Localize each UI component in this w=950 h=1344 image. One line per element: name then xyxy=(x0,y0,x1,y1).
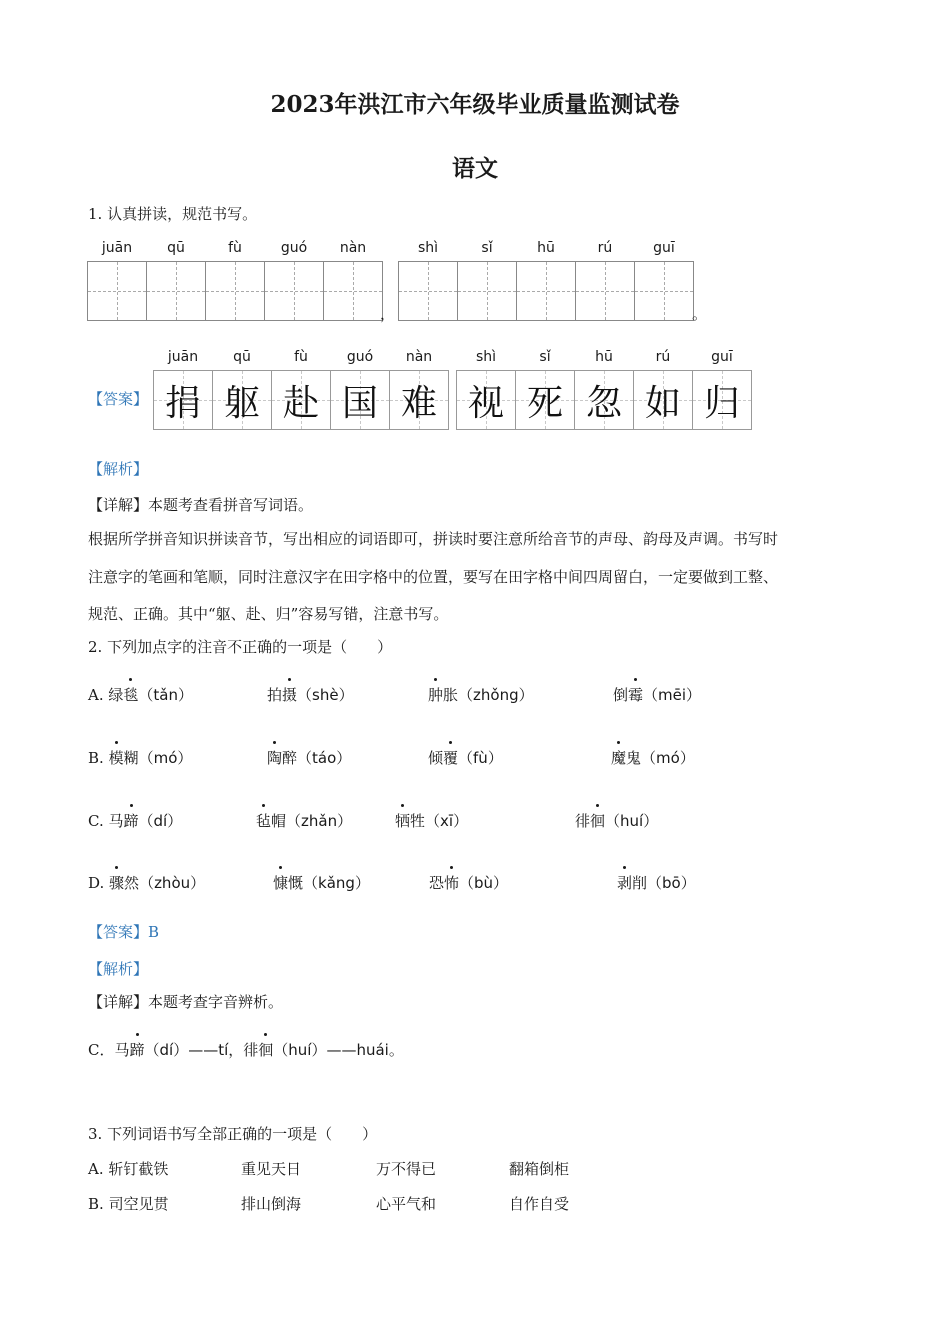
pinyin-label: fù xyxy=(228,240,242,256)
explanation-line: 规范、正确。其中“躯、赴、归”容易写错，注意书写。 xyxy=(88,605,449,623)
answer-label: 【答案】 xyxy=(88,390,149,408)
answer-line: 【答案】B xyxy=(88,923,160,941)
answer-cell: 如 xyxy=(634,371,693,429)
word-item: 肿胀（zhǒng） xyxy=(428,686,534,704)
tianzi-cell[interactable] xyxy=(147,262,206,320)
option-a[interactable]: A. 斩钉截铁 xyxy=(88,1160,169,1178)
word-item: 牺牲（xī） xyxy=(395,812,469,830)
detail-line: 【详解】本题考查看拼音写词语。 xyxy=(88,496,314,514)
pinyin-label: juān xyxy=(167,349,199,365)
pinyin-label: hū xyxy=(537,240,555,256)
option-c[interactable]: C. 马蹄（dí） xyxy=(88,812,183,830)
word-item: 自作自受 xyxy=(509,1195,570,1213)
word-item: 剥削（bō） xyxy=(617,874,696,892)
writing-grid-2[interactable] xyxy=(398,261,694,321)
word-item: 陶醉（táo） xyxy=(267,749,352,767)
q2-prompt: 2. 下列加点字的注音不正确的一项是（ ） xyxy=(88,638,393,656)
word-item: 倒霉（mēi） xyxy=(613,686,702,704)
pinyin-label: rú xyxy=(597,240,613,256)
word-item: 心平气和 xyxy=(376,1195,437,1213)
pinyin-label: shì xyxy=(475,349,497,365)
word-item: 拍摄（shè） xyxy=(267,686,354,704)
word-item: 翻箱倒柜 xyxy=(509,1160,570,1178)
analysis-label: 【解析】 xyxy=(88,960,149,978)
page-title: 2023年洪江市六年级毕业质量监测试卷 xyxy=(270,91,680,118)
pinyin-label: rú xyxy=(655,349,671,365)
word-item: 重见天日 xyxy=(241,1160,302,1178)
writing-grid-1[interactable] xyxy=(87,261,383,321)
q1-prompt: 1. 认真拼读，规范书写。 xyxy=(88,205,258,223)
word-item: 慷慨（kǎng） xyxy=(273,874,370,892)
tianzi-cell[interactable] xyxy=(324,262,382,320)
tianzi-cell[interactable] xyxy=(206,262,265,320)
correction-line: C．马蹄（dí）——tí，徘徊（huí）——huái。 xyxy=(88,1041,404,1059)
explanation-line: 根据所学拼音知识拼读音节，写出相应的词语即可，拼读时要注意所给音节的声母、韵母及声调。书写时 xyxy=(88,530,779,548)
pinyin-label: shì xyxy=(417,240,439,256)
pinyin-label: sǐ xyxy=(481,240,493,256)
answer-cell: 难 xyxy=(390,371,448,429)
detail-line: 【详解】本题考查字音辨析。 xyxy=(88,993,284,1011)
answer-cell: 国 xyxy=(331,371,390,429)
word-item: 毡帽（zhǎn） xyxy=(256,812,353,830)
option-b[interactable]: B. 司空见贯 xyxy=(88,1195,169,1213)
tianzi-cell[interactable] xyxy=(88,262,147,320)
word-item: 徘徊（huí） xyxy=(575,812,659,830)
pinyin-label: guī xyxy=(653,240,675,256)
pinyin-label: guī xyxy=(711,349,733,365)
pinyin-label: qū xyxy=(233,349,251,365)
answer-cell: 归 xyxy=(693,371,751,429)
tianzi-cell[interactable] xyxy=(517,262,576,320)
comma: ， xyxy=(380,305,396,323)
word-item: 魔鬼（mó） xyxy=(611,749,695,767)
answer-cell: 捐 xyxy=(154,371,213,429)
word-item: 万不得已 xyxy=(376,1160,437,1178)
tianzi-cell[interactable] xyxy=(576,262,635,320)
word-item: 恐怖（bù） xyxy=(429,874,509,892)
option-d[interactable]: D. 骤然（zhòu） xyxy=(88,874,206,892)
tianzi-cell[interactable] xyxy=(458,262,517,320)
tianzi-cell[interactable] xyxy=(635,262,693,320)
q3-prompt: 3. 下列词语书写全部正确的一项是（ ） xyxy=(88,1125,378,1143)
answer-cell: 躯 xyxy=(213,371,272,429)
option-b[interactable]: B. 模糊（mó） xyxy=(88,749,193,767)
pinyin-label: sǐ xyxy=(539,349,551,365)
tianzi-cell[interactable] xyxy=(265,262,324,320)
answer-grid-2 xyxy=(456,370,752,430)
answer-cell: 赴 xyxy=(272,371,331,429)
pinyin-label: juān xyxy=(101,240,133,256)
pinyin-label: nàn xyxy=(339,240,367,256)
answer-cell: 视 xyxy=(457,371,516,429)
answer-grid-1 xyxy=(153,370,449,430)
word-item: 倾覆（fù） xyxy=(428,749,503,767)
pinyin-label: qū xyxy=(167,240,185,256)
answer-cell: 死 xyxy=(516,371,575,429)
pinyin-label: guó xyxy=(346,349,374,365)
pinyin-label: nàn xyxy=(405,349,433,365)
pinyin-label: hū xyxy=(595,349,613,365)
subject-title: 语文 xyxy=(452,155,498,182)
answer-cell: 忽 xyxy=(575,371,634,429)
word-item: 排山倒海 xyxy=(241,1195,302,1213)
tianzi-cell[interactable] xyxy=(399,262,458,320)
option-a[interactable]: A. 绿毯（tǎn） xyxy=(88,686,193,704)
pinyin-label: fù xyxy=(294,349,308,365)
analysis-label: 【解析】 xyxy=(88,460,149,478)
period: 。 xyxy=(692,305,708,323)
explanation-line: 注意字的笔画和笔顺，同时注意汉字在田字格中的位置，要写在田字格中间四周留白，一定要做到工整、 xyxy=(88,568,779,586)
pinyin-label: guó xyxy=(280,240,308,256)
